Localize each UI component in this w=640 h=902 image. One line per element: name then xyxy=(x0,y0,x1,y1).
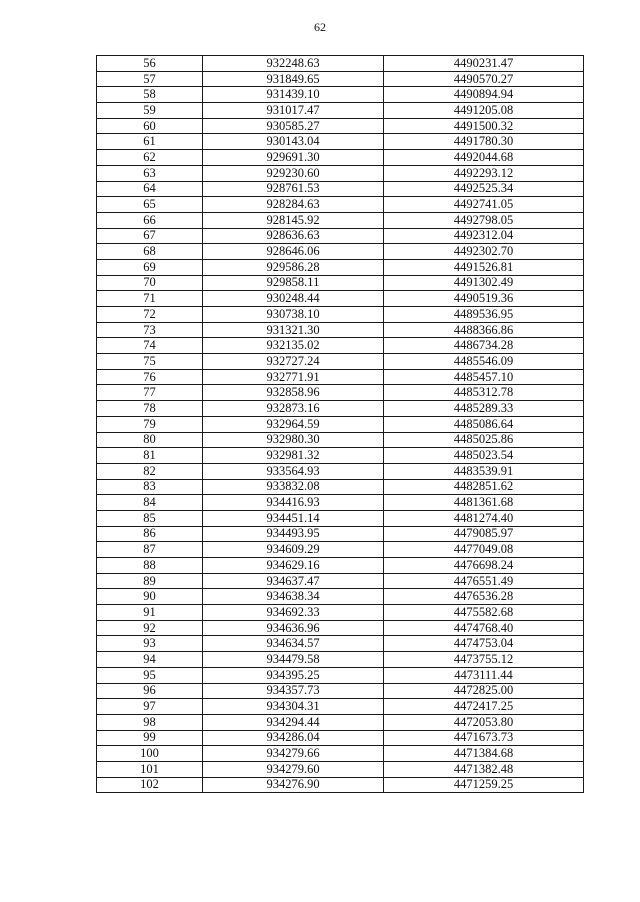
point-number-cell: 69 xyxy=(97,259,203,275)
table-row xyxy=(97,620,584,636)
point-number-cell: 96 xyxy=(97,683,203,699)
y-coordinate-cell: 4476536.28 xyxy=(384,589,584,605)
table-row xyxy=(97,369,584,385)
table-row xyxy=(97,150,584,166)
table-row xyxy=(97,354,584,370)
x-coordinate-cell: 929230.60 xyxy=(203,165,384,181)
y-coordinate-cell: 4492798.05 xyxy=(384,212,584,228)
point-number-cell: 101 xyxy=(97,761,203,777)
table-row xyxy=(97,181,584,197)
x-coordinate-cell: 931439.10 xyxy=(203,87,384,103)
coordinates-table xyxy=(96,55,584,793)
table-row xyxy=(97,463,584,479)
table-row xyxy=(97,573,584,589)
point-number-cell: 78 xyxy=(97,401,203,417)
y-coordinate-cell: 4490894.94 xyxy=(384,87,584,103)
y-coordinate-cell: 4475582.68 xyxy=(384,605,584,621)
y-coordinate-cell: 4485086.64 xyxy=(384,416,584,432)
table-row xyxy=(97,495,584,511)
table-row xyxy=(97,401,584,417)
point-number-cell: 98 xyxy=(97,714,203,730)
table-row xyxy=(97,244,584,260)
y-coordinate-cell: 4486734.28 xyxy=(384,338,584,354)
y-coordinate-cell: 4491526.81 xyxy=(384,259,584,275)
y-coordinate-cell: 4477049.08 xyxy=(384,542,584,558)
point-number-cell: 76 xyxy=(97,369,203,385)
point-number-cell: 73 xyxy=(97,322,203,338)
x-coordinate-cell: 932727.24 xyxy=(203,354,384,370)
table-row xyxy=(97,589,584,605)
table-row xyxy=(97,636,584,652)
table-row xyxy=(97,228,584,244)
x-coordinate-cell: 929691.30 xyxy=(203,150,384,166)
y-coordinate-cell: 4471259.25 xyxy=(384,777,584,793)
y-coordinate-cell: 4492044.68 xyxy=(384,150,584,166)
point-number-cell: 75 xyxy=(97,354,203,370)
table-row xyxy=(97,542,584,558)
point-number-cell: 65 xyxy=(97,197,203,213)
y-coordinate-cell: 4492312.04 xyxy=(384,228,584,244)
x-coordinate-cell: 934629.16 xyxy=(203,558,384,574)
point-number-cell: 71 xyxy=(97,291,203,307)
x-coordinate-cell: 930143.04 xyxy=(203,134,384,150)
y-coordinate-cell: 4485289.33 xyxy=(384,401,584,417)
table-row xyxy=(97,87,584,103)
x-coordinate-cell: 934638.34 xyxy=(203,589,384,605)
point-number-cell: 77 xyxy=(97,385,203,401)
x-coordinate-cell: 934416.93 xyxy=(203,495,384,511)
y-coordinate-cell: 4485023.54 xyxy=(384,448,584,464)
table-row xyxy=(97,385,584,401)
x-coordinate-cell: 932771.91 xyxy=(203,369,384,385)
point-number-cell: 81 xyxy=(97,448,203,464)
x-coordinate-cell: 932858.96 xyxy=(203,385,384,401)
y-coordinate-cell: 4492741.05 xyxy=(384,197,584,213)
table-row xyxy=(97,259,584,275)
x-coordinate-cell: 932980.30 xyxy=(203,432,384,448)
y-coordinate-cell: 4492525.34 xyxy=(384,181,584,197)
y-coordinate-cell: 4491302.49 xyxy=(384,275,584,291)
y-coordinate-cell: 4472825.00 xyxy=(384,683,584,699)
table-row xyxy=(97,777,584,793)
x-coordinate-cell: 930738.10 xyxy=(203,307,384,323)
point-number-cell: 85 xyxy=(97,510,203,526)
x-coordinate-cell: 934637.47 xyxy=(203,573,384,589)
x-coordinate-cell: 933832.08 xyxy=(203,479,384,495)
point-number-cell: 80 xyxy=(97,432,203,448)
table-row xyxy=(97,683,584,699)
point-number-cell: 92 xyxy=(97,620,203,636)
y-coordinate-cell: 4476698.24 xyxy=(384,558,584,574)
x-coordinate-cell: 928761.53 xyxy=(203,181,384,197)
x-coordinate-cell: 930248.44 xyxy=(203,291,384,307)
x-coordinate-cell: 934451.14 xyxy=(203,510,384,526)
y-coordinate-cell: 4473755.12 xyxy=(384,652,584,668)
table-row xyxy=(97,448,584,464)
x-coordinate-cell: 934609.29 xyxy=(203,542,384,558)
point-number-cell: 100 xyxy=(97,746,203,762)
y-coordinate-cell: 4481361.68 xyxy=(384,495,584,511)
table-row xyxy=(97,432,584,448)
x-coordinate-cell: 932964.59 xyxy=(203,416,384,432)
point-number-cell: 62 xyxy=(97,150,203,166)
y-coordinate-cell: 4472053.80 xyxy=(384,714,584,730)
y-coordinate-cell: 4489536.95 xyxy=(384,307,584,323)
point-number-cell: 68 xyxy=(97,244,203,260)
point-number-cell: 97 xyxy=(97,699,203,715)
x-coordinate-cell: 929586.28 xyxy=(203,259,384,275)
point-number-cell: 99 xyxy=(97,730,203,746)
table-row xyxy=(97,605,584,621)
point-number-cell: 94 xyxy=(97,652,203,668)
x-coordinate-cell: 932135.02 xyxy=(203,338,384,354)
table-row xyxy=(97,322,584,338)
table-row xyxy=(97,165,584,181)
table-row xyxy=(97,212,584,228)
y-coordinate-cell: 4485025.86 xyxy=(384,432,584,448)
y-coordinate-cell: 4473111.44 xyxy=(384,667,584,683)
y-coordinate-cell: 4485546.09 xyxy=(384,354,584,370)
point-number-cell: 74 xyxy=(97,338,203,354)
x-coordinate-cell: 934294.44 xyxy=(203,714,384,730)
x-coordinate-cell: 931017.47 xyxy=(203,103,384,119)
y-coordinate-cell: 4479085.97 xyxy=(384,526,584,542)
table-row xyxy=(97,291,584,307)
point-number-cell: 58 xyxy=(97,87,203,103)
y-coordinate-cell: 4492302.70 xyxy=(384,244,584,260)
y-coordinate-cell: 4471382.48 xyxy=(384,761,584,777)
table-row xyxy=(97,103,584,119)
table-row xyxy=(97,56,584,72)
x-coordinate-cell: 929858.11 xyxy=(203,275,384,291)
point-number-cell: 72 xyxy=(97,307,203,323)
y-coordinate-cell: 4488366.86 xyxy=(384,322,584,338)
table-row xyxy=(97,667,584,683)
point-number-cell: 102 xyxy=(97,777,203,793)
x-coordinate-cell: 934636.96 xyxy=(203,620,384,636)
coordinates-table-body xyxy=(97,56,584,793)
y-coordinate-cell: 4485312.78 xyxy=(384,385,584,401)
point-number-cell: 56 xyxy=(97,56,203,72)
point-number-cell: 83 xyxy=(97,479,203,495)
y-coordinate-cell: 4483539.91 xyxy=(384,463,584,479)
table-row xyxy=(97,714,584,730)
point-number-cell: 91 xyxy=(97,605,203,621)
point-number-cell: 82 xyxy=(97,463,203,479)
x-coordinate-cell: 932873.16 xyxy=(203,401,384,417)
x-coordinate-cell: 934634.57 xyxy=(203,636,384,652)
table-row xyxy=(97,118,584,134)
table-row xyxy=(97,338,584,354)
y-coordinate-cell: 4491500.32 xyxy=(384,118,584,134)
table-row xyxy=(97,558,584,574)
table-row xyxy=(97,416,584,432)
point-number-cell: 87 xyxy=(97,542,203,558)
point-number-cell: 84 xyxy=(97,495,203,511)
table-row xyxy=(97,730,584,746)
point-number-cell: 88 xyxy=(97,558,203,574)
table-row xyxy=(97,746,584,762)
point-number-cell: 60 xyxy=(97,118,203,134)
table-row xyxy=(97,197,584,213)
x-coordinate-cell: 932248.63 xyxy=(203,56,384,72)
x-coordinate-cell: 931849.65 xyxy=(203,71,384,87)
x-coordinate-cell: 934395.25 xyxy=(203,667,384,683)
y-coordinate-cell: 4491780.30 xyxy=(384,134,584,150)
point-number-cell: 93 xyxy=(97,636,203,652)
y-coordinate-cell: 4472417.25 xyxy=(384,699,584,715)
x-coordinate-cell: 932981.32 xyxy=(203,448,384,464)
y-coordinate-cell: 4492293.12 xyxy=(384,165,584,181)
point-number-cell: 95 xyxy=(97,667,203,683)
y-coordinate-cell: 4490231.47 xyxy=(384,56,584,72)
table-row xyxy=(97,307,584,323)
point-number-cell: 59 xyxy=(97,103,203,119)
x-coordinate-cell: 934479.58 xyxy=(203,652,384,668)
point-number-cell: 89 xyxy=(97,573,203,589)
table-row xyxy=(97,761,584,777)
y-coordinate-cell: 4490519.36 xyxy=(384,291,584,307)
x-coordinate-cell: 928284.63 xyxy=(203,197,384,213)
x-coordinate-cell: 928646.06 xyxy=(203,244,384,260)
point-number-cell: 67 xyxy=(97,228,203,244)
y-coordinate-cell: 4481274.40 xyxy=(384,510,584,526)
y-coordinate-cell: 4485457.10 xyxy=(384,369,584,385)
x-coordinate-cell: 934276.90 xyxy=(203,777,384,793)
x-coordinate-cell: 934357.73 xyxy=(203,683,384,699)
y-coordinate-cell: 4476551.49 xyxy=(384,573,584,589)
table-row xyxy=(97,479,584,495)
point-number-cell: 63 xyxy=(97,165,203,181)
x-coordinate-cell: 934286.04 xyxy=(203,730,384,746)
y-coordinate-cell: 4474768.40 xyxy=(384,620,584,636)
x-coordinate-cell: 928145.92 xyxy=(203,212,384,228)
point-number-cell: 70 xyxy=(97,275,203,291)
y-coordinate-cell: 4491205.08 xyxy=(384,103,584,119)
table-row xyxy=(97,526,584,542)
x-coordinate-cell: 928636.63 xyxy=(203,228,384,244)
table-row xyxy=(97,510,584,526)
table-row xyxy=(97,134,584,150)
y-coordinate-cell: 4482851.62 xyxy=(384,479,584,495)
table-row xyxy=(97,275,584,291)
point-number-cell: 86 xyxy=(97,526,203,542)
y-coordinate-cell: 4471384.68 xyxy=(384,746,584,762)
point-number-cell: 57 xyxy=(97,71,203,87)
point-number-cell: 64 xyxy=(97,181,203,197)
x-coordinate-cell: 934692.33 xyxy=(203,605,384,621)
point-number-cell: 66 xyxy=(97,212,203,228)
y-coordinate-cell: 4490570.27 xyxy=(384,71,584,87)
table-row xyxy=(97,699,584,715)
x-coordinate-cell: 933564.93 xyxy=(203,463,384,479)
page-number: 62 xyxy=(314,20,326,34)
point-number-cell: 61 xyxy=(97,134,203,150)
table-row xyxy=(97,652,584,668)
y-coordinate-cell: 4474753.04 xyxy=(384,636,584,652)
x-coordinate-cell: 934279.60 xyxy=(203,761,384,777)
y-coordinate-cell: 4471673.73 xyxy=(384,730,584,746)
point-number-cell: 90 xyxy=(97,589,203,605)
x-coordinate-cell: 934493.95 xyxy=(203,526,384,542)
x-coordinate-cell: 934304.31 xyxy=(203,699,384,715)
x-coordinate-cell: 931321.30 xyxy=(203,322,384,338)
x-coordinate-cell: 934279.66 xyxy=(203,746,384,762)
x-coordinate-cell: 930585.27 xyxy=(203,118,384,134)
point-number-cell: 79 xyxy=(97,416,203,432)
table-row xyxy=(97,71,584,87)
